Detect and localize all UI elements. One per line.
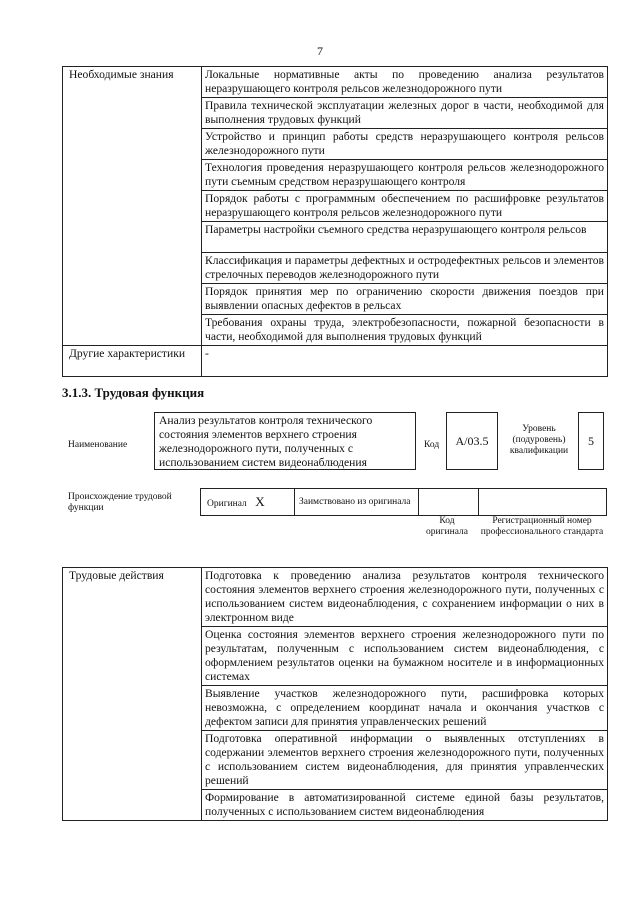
knowledge-item: Порядок работы с программным обеспечением по расшифровке результатов неразрушающего контроля рельсов железнодорожного пути — [202, 191, 608, 222]
reg-caption: Регистрационный номер профессионального стандарта — [480, 516, 604, 537]
name-label: Наименование — [68, 440, 128, 450]
function-level: 5 — [578, 412, 604, 470]
actions-label: Трудовые действия — [63, 568, 202, 821]
table-row — [63, 568, 608, 627]
action-item: Подготовка к проведению анализа результатов контроля технического состояния элементов верхнего строения железнодорожного пути, полученных с использованием систем видеонаблюдения, с сохранением информации о них в электронном виде — [202, 568, 608, 627]
knowledge-item: Локальные нормативные акты по проведению анализа результатов неразрушающего контроля рельсов железнодорожного пути — [202, 67, 608, 98]
origin-original-cell — [201, 489, 295, 516]
origin-borrowed: Заимствовано из оригинала — [295, 489, 419, 516]
origin-label: Происхождение трудовой функции — [68, 492, 172, 513]
action-item: Подготовка оперативной информации о выявленных отступлениях в содержании элементов верхнего строения железнодорожного пути, полученных с использованием систем видеонаблюдения, для принятия управленческих решений — [202, 731, 608, 790]
function-name: Анализ результатов контроля технического состояния элементов верхнего строения железнодорожного пути, полученных с использованием систем видеонаблюдения — [154, 412, 416, 470]
page-number: 7 — [317, 44, 323, 58]
knowledge-item: Технология проведения неразрушающего контроля рельсов железнодорожного пути съемным средством неразрушающего контроля — [202, 160, 608, 191]
other-label: Другие характеристики — [63, 346, 202, 377]
knowledge-item: Правила технической эксплуатации железных дорог в части, необходимой для выполнения трудовых функций — [202, 98, 608, 129]
action-item: Оценка состояния элементов верхнего строения железнодорожного пути по результатам, полученным с использованием систем видеонаблюдения, с оформлением результатов оценки на бумажном носителе и в информационных системах — [202, 627, 608, 686]
code-label: Код — [424, 440, 440, 450]
origin-reg-cell — [479, 489, 607, 516]
level-label: Уровень (подуровень) квалификации — [509, 424, 569, 456]
knowledge-table — [62, 66, 608, 377]
knowledge-item: Требования охраны труда, электробезопасности, пожарной безопасности в части, необходимой для выполнения трудовых функций — [202, 315, 608, 346]
knowledge-item: Порядок принятия мер по ограничению скорости движения поездов при выявлении опасных дефектов в рельсах — [202, 284, 608, 315]
table-row — [63, 67, 608, 98]
origin-code-cell — [419, 489, 479, 516]
function-code: A/03.5 — [446, 412, 498, 470]
knowledge-item: Устройство и принцип работы средств неразрушающего контроля рельсов железнодорожного пути — [202, 129, 608, 160]
action-item: Выявление участков железнодорожного пути, расшифровка которых невозможна, с определением координат начала и окончания участков с дефектом записи для принятия управленческих решений — [202, 686, 608, 731]
section-heading: 3.1.3. Трудовая функция — [62, 385, 205, 400]
knowledge-label: Необходимые знания — [63, 67, 202, 346]
knowledge-item: Классификация и параметры дефектных и остродефектных рельсов и элементов стрелочных переводов железнодорожного пути — [202, 253, 608, 284]
origin-original-label: Оригинал — [207, 499, 247, 509]
action-item: Формирование в автоматизированной системе единой базы результатов, полученных с использованием систем видеонаблюдения — [202, 790, 608, 821]
code-caption: Код оригинала — [426, 516, 468, 537]
knowledge-item: Параметры настройки съемного средства неразрушающего контроля рельсов — [202, 222, 608, 253]
other-value: - — [202, 346, 608, 377]
origin-table — [200, 488, 607, 516]
table-row — [63, 346, 608, 377]
origin-mark: X — [255, 494, 265, 509]
table-row — [201, 489, 607, 516]
actions-table — [62, 567, 608, 821]
